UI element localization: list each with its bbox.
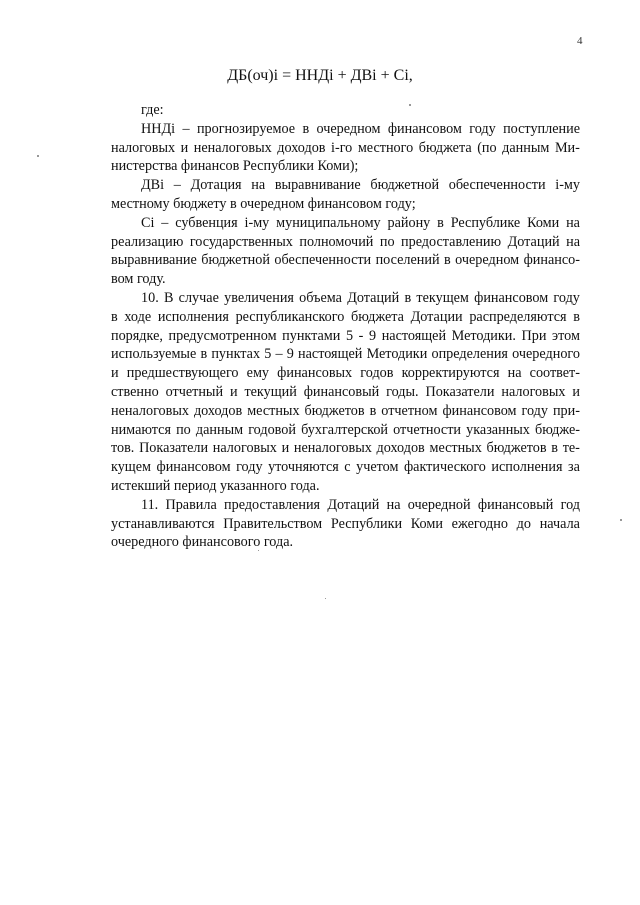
formula: ДБ(оч)i = ННДi + ДВi + Ci, [227, 67, 413, 84]
text-line: ДВi – Дотация на выравнивание бюджетной обеспеченности i-му [141, 177, 580, 194]
text-line-content: очередного финансового года. [111, 534, 294, 551]
text-line [111, 157, 580, 176]
text-line: в ходе исполнения республиканского бюджета Дотации распределяются в [111, 308, 580, 325]
text-line: 11. Правила предоставления Дотаций на очередной финансовый год [141, 496, 580, 513]
text-line: 10. В случае увеличения объема Дотаций в текущем финансовом году [141, 289, 580, 306]
text-line: используемые в пунктах 5 – 9 настоящей Методики определения очередного [111, 346, 580, 363]
text-line-content: где: [141, 102, 164, 118]
text-line: кущем финансовом году уточняются с учетом фактического исполнения за [111, 459, 580, 476]
page-number: 4 [577, 35, 583, 47]
scan-speck [620, 519, 622, 521]
text-line [111, 101, 580, 120]
scan-speck [409, 104, 411, 106]
text-line: Ci – субвенция i-му муниципальному району в Республике Коми на [141, 214, 580, 231]
text-line: неналоговых доходов местных бюджетов в отчетном финансовом году при- [111, 402, 580, 419]
text-line [111, 270, 580, 289]
text-line [111, 533, 580, 552]
text-line: реализацию государственных полномочий по предоставлению Дотаций на [111, 233, 580, 250]
text-line: устанавливаются Правительством Республики Коми ежегодно до начала [111, 515, 580, 532]
text-line: ННДi – прогнозируемое в очередном финансовом году поступление [141, 120, 580, 137]
text-line: выравнивание бюджетной обеспеченности поселений в очередном финансо- [111, 252, 580, 269]
text-line [111, 477, 580, 496]
text-line [111, 195, 580, 214]
text-line-content: вом году. [111, 271, 166, 288]
text-line: порядке, предусмотренном пунктами 5 - 9 настоящей Методики. При этом [111, 327, 580, 344]
text-line: налоговых и неналоговых доходов i-го местного бюджета (по данным Ми- [111, 139, 580, 156]
body-text [111, 101, 580, 552]
scan-speck [37, 155, 39, 157]
text-line: тов. Показатели налоговых и неналоговых доходов местных бюджетов в те- [111, 440, 580, 457]
text-line: нимаются по данным годовой бухгалтерской отчетности указанных бюдже- [111, 421, 580, 438]
text-line-content: истекший период указанного года. [111, 477, 320, 494]
text-line-content: местному бюджету в очередном финансовом году; [111, 195, 416, 212]
scan-speck [325, 598, 326, 599]
text-line-content: нистерства финансов Республики Коми); [111, 158, 359, 175]
text-line: и предшествующего ему финансовых годов корректируются на соответ- [111, 365, 580, 382]
text-line: ственно отчетный и текущий финансовый годы. Показатели налоговых и [111, 383, 580, 400]
scan-speck [258, 550, 259, 551]
